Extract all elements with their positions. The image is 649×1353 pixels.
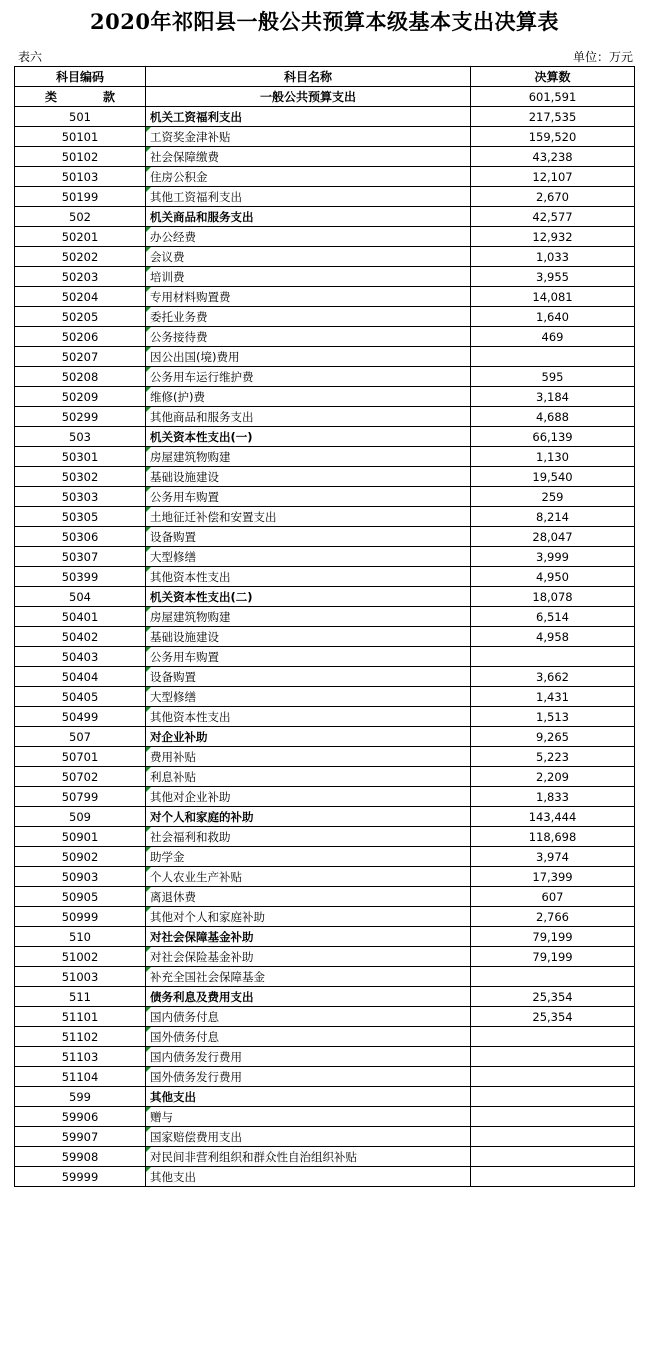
subject-code: 50205 [15,307,146,327]
table-row [15,1167,635,1187]
final-amount: 3,184 [471,387,635,407]
header-class: 类 [45,90,58,104]
subject-name: 公务用车购置 [146,647,471,667]
subject-name: 大型修缮 [146,687,471,707]
table-row [15,127,635,147]
subject-name: 办公经费 [146,227,471,247]
final-amount: 3,999 [471,547,635,567]
table-row [15,707,635,727]
table-row [15,547,635,567]
final-amount [471,1047,635,1067]
subject-name: 培训费 [146,267,471,287]
final-amount: 217,535 [471,107,635,127]
category-row [15,1087,635,1107]
table-row [15,1067,635,1087]
subject-code: 50799 [15,787,146,807]
final-amount: 12,932 [471,227,635,247]
table-row [15,267,635,287]
subject-name: 国内债务付息 [146,1007,471,1027]
final-amount: 25,354 [471,987,635,1007]
table-row [15,667,635,687]
table-row [15,947,635,967]
final-amount: 4,958 [471,627,635,647]
table-row [15,307,635,327]
subject-name: 赠与 [146,1107,471,1127]
table-row [15,647,635,667]
final-amount: 3,662 [471,667,635,687]
table-row [15,967,635,987]
subject-code: 504 [15,587,146,607]
final-amount [471,1067,635,1087]
table-row [15,607,635,627]
table-row [15,827,635,847]
category-row [15,927,635,947]
subject-name: 其他商品和服务支出 [146,407,471,427]
subject-name: 其他支出 [146,1087,471,1107]
final-amount: 79,199 [471,947,635,967]
subject-name: 国家赔偿费用支出 [146,1127,471,1147]
table-row [15,1007,635,1027]
table-row [15,1027,635,1047]
subject-code: 50399 [15,567,146,587]
final-amount: 25,354 [471,1007,635,1027]
table-row [15,1107,635,1127]
subject-name: 助学金 [146,847,471,867]
subject-name: 利息补贴 [146,767,471,787]
category-row [15,987,635,1007]
final-amount: 9,265 [471,727,635,747]
final-amount [471,347,635,367]
table-row [15,767,635,787]
table-row [15,287,635,307]
final-amount [471,967,635,987]
final-amount: 1,640 [471,307,635,327]
final-amount: 8,214 [471,507,635,527]
table-row [15,1127,635,1147]
final-amount [471,647,635,667]
total-row [15,87,635,107]
table-row [15,147,635,167]
table-row [15,467,635,487]
table-row [15,387,635,407]
subject-name: 基础设施建设 [146,467,471,487]
subject-name: 其他对企业补助 [146,787,471,807]
subject-name: 设备购置 [146,667,471,687]
final-amount: 19,540 [471,467,635,487]
subject-code: 50204 [15,287,146,307]
subject-code: 50499 [15,707,146,727]
subject-name: 对个人和家庭的补助 [146,807,471,827]
subject-name: 会议费 [146,247,471,267]
subject-code: 50305 [15,507,146,527]
subject-code: 50206 [15,327,146,347]
subject-name: 其他资本性支出 [146,707,471,727]
final-amount: 1,431 [471,687,635,707]
category-row [15,727,635,747]
final-amount: 17,399 [471,867,635,887]
subject-code: 59906 [15,1107,146,1127]
subject-code: 509 [15,807,146,827]
final-amount: 143,444 [471,807,635,827]
table-row [15,227,635,247]
final-amount [471,1147,635,1167]
subject-code: 599 [15,1087,146,1107]
final-amount: 159,520 [471,127,635,147]
subject-name: 离退休费 [146,887,471,907]
final-amount: 5,223 [471,747,635,767]
table-row [15,167,635,187]
budget-table [14,66,635,1187]
subject-name: 对企业补助 [146,727,471,747]
category-row [15,427,635,447]
subject-code: 50999 [15,907,146,927]
subject-code: 510 [15,927,146,947]
subject-name: 工资奖金津补贴 [146,127,471,147]
subject-code: 50901 [15,827,146,847]
subject-code: 50905 [15,887,146,907]
final-amount: 1,130 [471,447,635,467]
subject-code: 50404 [15,667,146,687]
table-body [15,107,635,1187]
subject-code: 50306 [15,527,146,547]
subject-name: 国内债务发行费用 [146,1047,471,1067]
subject-code: 50301 [15,447,146,467]
category-row [15,587,635,607]
subject-code: 50209 [15,387,146,407]
table-row [15,867,635,887]
table-row [15,1147,635,1167]
final-amount: 469 [471,327,635,347]
subject-code: 59999 [15,1167,146,1187]
final-amount: 12,107 [471,167,635,187]
table-row [15,487,635,507]
table-row [15,567,635,587]
table-row [15,327,635,347]
unit-label: 单位：万元 [572,50,633,64]
final-amount [471,1087,635,1107]
table-row [15,247,635,267]
table-row [15,887,635,907]
final-amount: 3,955 [471,267,635,287]
final-amount: 607 [471,887,635,907]
subject-name: 其他支出 [146,1167,471,1187]
subject-code: 50103 [15,167,146,187]
subject-name: 公务用车购置 [146,487,471,507]
subject-name: 社会福利和救助 [146,827,471,847]
final-amount: 43,238 [471,147,635,167]
subject-name: 其他对个人和家庭补助 [146,907,471,927]
subject-code: 50207 [15,347,146,367]
subject-code: 50102 [15,147,146,167]
subject-name: 机关资本性支出(二) [146,587,471,607]
final-amount: 18,078 [471,587,635,607]
subject-name: 社会保障缴费 [146,147,471,167]
subject-name: 公务用车运行维护费 [146,367,471,387]
subject-code: 50402 [15,627,146,647]
subject-name: 机关工资福利支出 [146,107,471,127]
subject-name: 其他工资福利支出 [146,187,471,207]
subject-name: 住房公积金 [146,167,471,187]
final-amount: 2,766 [471,907,635,927]
subject-code: 502 [15,207,146,227]
header-code: 科目编码 [15,67,146,87]
subject-name: 费用补贴 [146,747,471,767]
subject-name: 国外债务发行费用 [146,1067,471,1087]
table-row [15,367,635,387]
final-amount: 14,081 [471,287,635,307]
table-row [15,187,635,207]
subject-code: 50403 [15,647,146,667]
table-row [15,507,635,527]
final-amount: 4,688 [471,407,635,427]
subject-code: 503 [15,427,146,447]
subject-code: 51104 [15,1067,146,1087]
subject-code: 51002 [15,947,146,967]
subject-name: 个人农业生产补贴 [146,867,471,887]
table-row [15,447,635,467]
category-row [15,807,635,827]
subject-code: 50405 [15,687,146,707]
subject-code: 50903 [15,867,146,887]
subject-code: 50199 [15,187,146,207]
header-class-item [15,87,146,107]
subject-code: 50401 [15,607,146,627]
table-row [15,347,635,367]
subject-name: 房屋建筑物购建 [146,447,471,467]
subject-name: 委托业务费 [146,307,471,327]
subject-code: 507 [15,727,146,747]
header-item: 款 [102,90,115,104]
subject-name: 对社会保障基金补助 [146,927,471,947]
subject-code: 50303 [15,487,146,507]
final-amount [471,1127,635,1147]
final-amount [471,1027,635,1047]
subject-name: 机关资本性支出(一) [146,427,471,447]
subject-code: 50701 [15,747,146,767]
subject-name: 债务利息及费用支出 [146,987,471,1007]
subject-code: 50201 [15,227,146,247]
category-row [15,107,635,127]
subject-code: 51103 [15,1047,146,1067]
final-amount: 1,033 [471,247,635,267]
subject-code: 50702 [15,767,146,787]
table-row [15,847,635,867]
subject-name: 机关商品和服务支出 [146,207,471,227]
table-label: 表六 [18,50,43,64]
subject-name: 对民间非营利组织和群众性自治组织补贴 [146,1147,471,1167]
final-amount: 42,577 [471,207,635,227]
table-header-row [15,67,635,87]
final-amount: 79,199 [471,927,635,947]
final-amount: 259 [471,487,635,507]
final-amount: 28,047 [471,527,635,547]
subject-name: 补充全国社会保障基金 [146,967,471,987]
table-row [15,787,635,807]
final-amount: 2,670 [471,187,635,207]
table-row [15,407,635,427]
final-amount: 1,833 [471,787,635,807]
subject-name: 公务接待费 [146,327,471,347]
table-row [15,527,635,547]
header-name: 科目名称 [146,67,471,87]
final-amount [471,1107,635,1127]
subject-name: 房屋建筑物购建 [146,607,471,627]
final-amount: 118,698 [471,827,635,847]
subject-code: 50202 [15,247,146,267]
subject-name: 专用材料购置费 [146,287,471,307]
table-row [15,627,635,647]
final-amount: 595 [471,367,635,387]
category-row [15,207,635,227]
subject-code: 59907 [15,1127,146,1147]
subject-code: 50203 [15,267,146,287]
subject-code: 51101 [15,1007,146,1027]
page-title: 2020年祁阳县一般公共预算本级基本支出决算表 [90,9,559,34]
subject-code: 50302 [15,467,146,487]
table-row [15,747,635,767]
subject-name: 维修(护)费 [146,387,471,407]
final-amount: 66,139 [471,427,635,447]
subject-code: 50299 [15,407,146,427]
table-row [15,907,635,927]
final-amount: 4,950 [471,567,635,587]
subject-name: 大型修缮 [146,547,471,567]
table-row [15,1047,635,1067]
subject-code: 501 [15,107,146,127]
subject-code: 50307 [15,547,146,567]
subject-name: 国外债务付息 [146,1027,471,1047]
subject-name: 设备购置 [146,527,471,547]
subject-name: 因公出国(境)费用 [146,347,471,367]
subject-code: 50902 [15,847,146,867]
subject-name: 基础设施建设 [146,627,471,647]
header-amount: 决算数 [471,67,635,87]
subject-code: 51102 [15,1027,146,1047]
subject-code: 51003 [15,967,146,987]
subject-name: 土地征迁补偿和安置支出 [146,507,471,527]
subject-name: 其他资本性支出 [146,567,471,587]
subject-code: 50208 [15,367,146,387]
total-name: 一般公共预算支出 [146,87,471,107]
final-amount: 1,513 [471,707,635,727]
final-amount: 6,514 [471,607,635,627]
subject-code: 50101 [15,127,146,147]
final-amount [471,1167,635,1187]
subject-name: 对社会保险基金补助 [146,947,471,967]
total-amount: 601,591 [471,87,635,107]
final-amount: 2,209 [471,767,635,787]
subject-code: 59908 [15,1147,146,1167]
subject-code: 511 [15,987,146,1007]
table-row [15,687,635,707]
final-amount: 3,974 [471,847,635,867]
